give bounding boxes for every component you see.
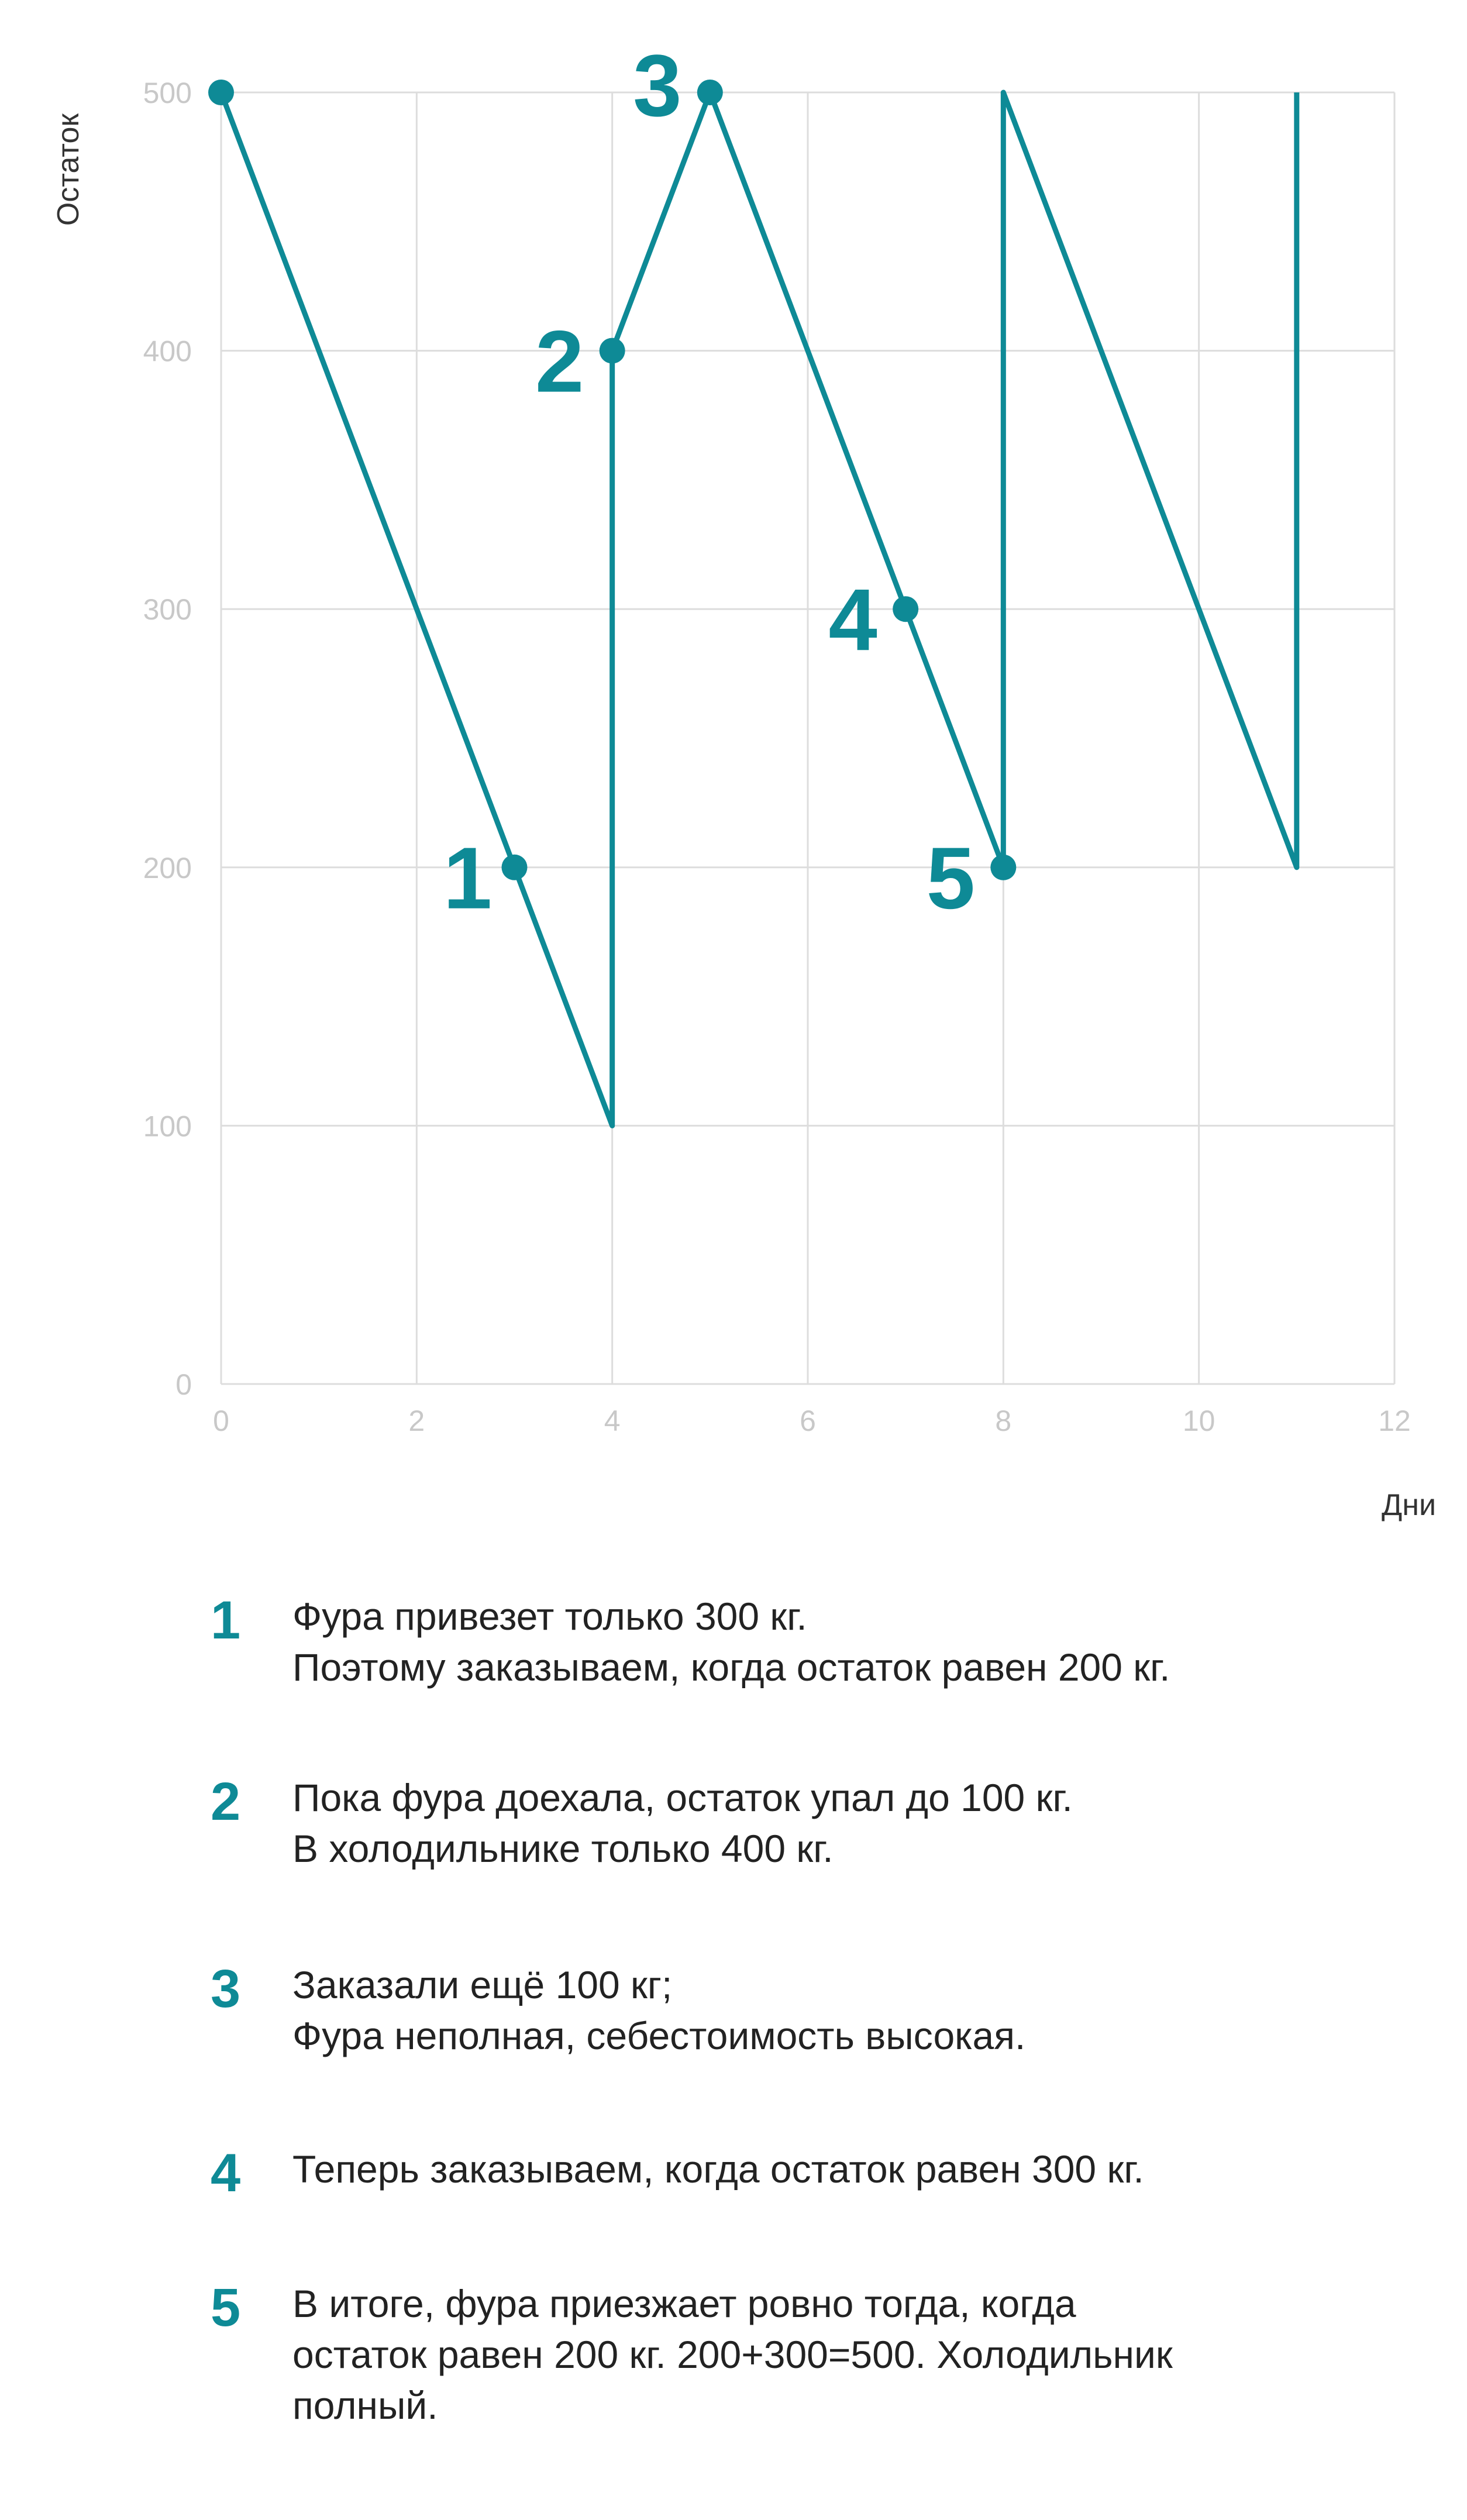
note-number: 4 [211,2143,241,2203]
y-axis-label: Остаток [51,113,85,226]
x-tick-label: 10 [1182,1404,1215,1437]
note-line: Пока фура доехала, остаток упал до 100 кг. [292,1776,1073,1819]
y-tick-label: 0 [175,1368,192,1401]
x-tick-label: 12 [1378,1404,1411,1437]
note-line: остаток равен 200 кг. 200+300=500. Холодильник [292,2333,1173,2377]
note-item [211,1960,1025,2061]
note-text [292,2278,1173,2431]
y-tick-label: 200 [143,851,192,884]
note-text [292,1591,1170,1693]
note-line: полный. [292,2384,438,2428]
y-tick-label: 400 [143,335,192,368]
data-point [600,338,625,364]
note-item [211,2278,1173,2431]
x-tick-label: 2 [408,1404,425,1437]
note-number: 3 [211,1959,241,2019]
y-tick-label: 100 [143,1110,192,1143]
note-line: Теперь заказываем, когда остаток равен 300 кг. [292,2147,1144,2191]
note-text [292,1960,1025,2061]
data-point [208,80,234,105]
data-point [502,855,528,880]
chart-grid [221,92,1394,1384]
x-tick-label: 6 [800,1404,816,1437]
point-label: 4 [828,570,877,669]
x-tick-label: 8 [995,1404,1012,1437]
note-text [292,2144,1144,2195]
data-point [893,596,918,622]
note-text [292,1772,1073,1874]
note-item [211,1772,1073,1874]
note-item [211,1591,1170,1693]
note-number: 1 [211,1591,241,1650]
x-tick-label: 0 [213,1404,229,1437]
note-line: Поэтому заказываем, когда остаток равен 200 кг. [292,1645,1170,1689]
y-tick-label: 300 [143,593,192,626]
point-label: 2 [535,312,584,411]
note-line: Фура неполная, себестоимость высокая. [292,2014,1026,2058]
x-axis-ticks [213,1404,1411,1437]
note-item [211,2144,1144,2203]
point-label: 5 [926,828,976,927]
data-point [697,80,723,105]
x-tick-label: 4 [604,1404,621,1437]
note-line: В итоге, фура приезжает ровно тогда, когда [292,2282,1076,2325]
note-number: 2 [211,1772,241,1832]
note-line: Фура привезет только 300 кг. [292,1595,807,1638]
data-point [990,855,1016,880]
note-line: Заказали ещё 100 кг; [292,1963,673,2006]
point-label: 3 [633,36,682,135]
y-tick-label: 500 [143,77,192,109]
note-line: В холодильнике только 400 кг. [292,1827,834,1871]
y-axis-ticks [143,77,192,1401]
note-number: 5 [211,2278,241,2337]
x-axis-label: Дни [1382,1488,1436,1522]
point-label: 1 [443,828,493,927]
